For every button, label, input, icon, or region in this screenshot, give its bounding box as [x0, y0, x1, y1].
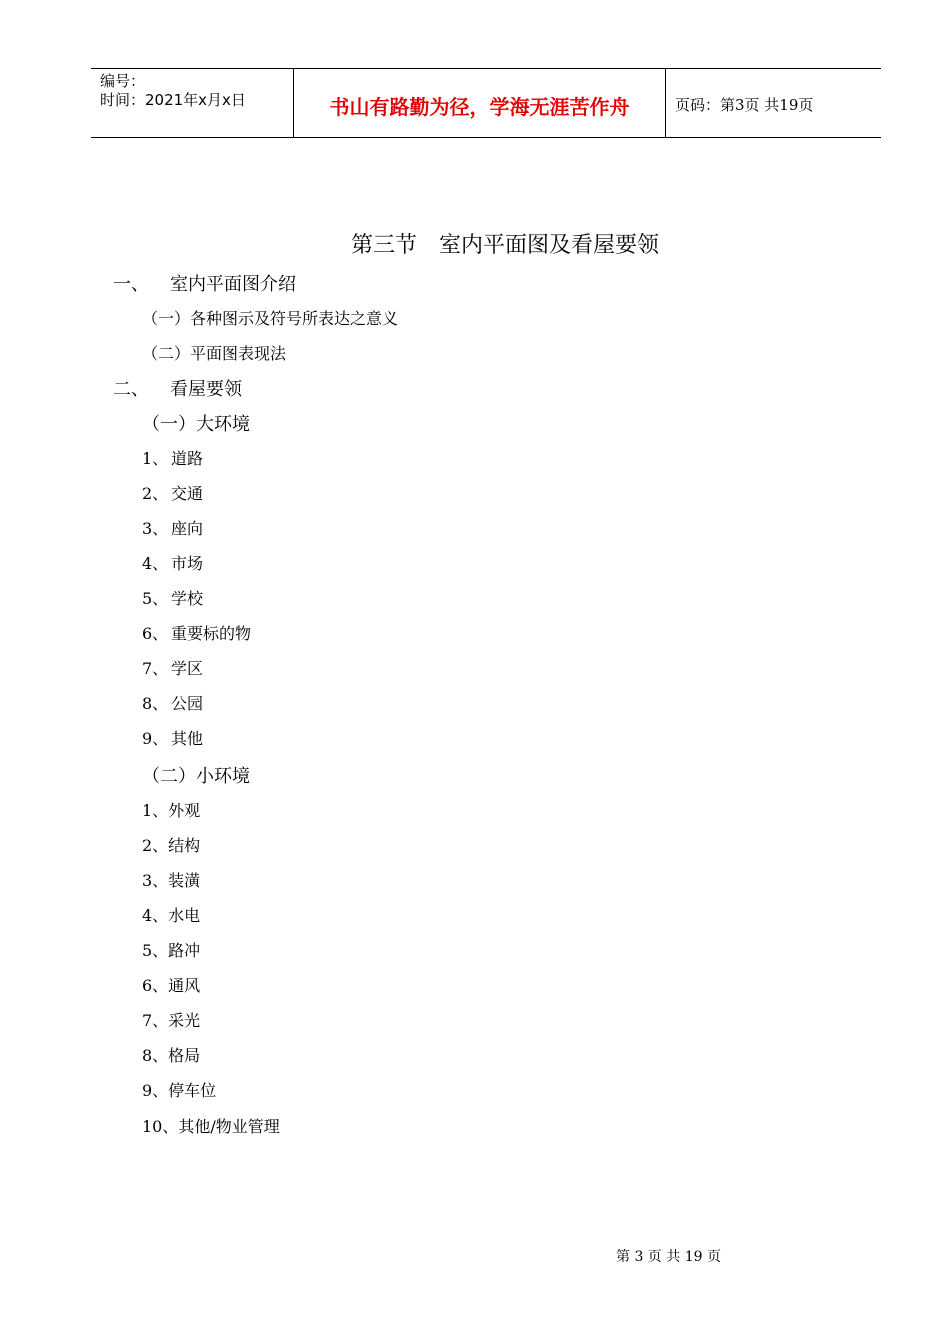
section-heading-2 [113, 375, 242, 401]
item-text: 市场 [171, 554, 204, 573]
item-text: 学校 [171, 589, 204, 608]
item-text: 学区 [171, 659, 204, 678]
section-heading-text: 室内平面图介绍 [170, 274, 296, 295]
time-label: 时间：2021年x月x日 [100, 91, 246, 109]
list-item [142, 586, 203, 609]
list-item [142, 516, 203, 539]
list-item: 4、水电 [142, 906, 201, 925]
item-text: 重要标的物 [171, 624, 252, 643]
item-text: 其他 [171, 729, 204, 748]
header-info-cell [91, 69, 293, 137]
header-motto-cell [293, 69, 666, 137]
list-item: 8、格局 [142, 1046, 201, 1065]
number-label: 编号： [100, 72, 146, 90]
list-item: 7、采光 [142, 1011, 201, 1030]
header-page-cell [666, 69, 881, 137]
section-number: 二、 [113, 379, 149, 400]
item-number: 2、 [142, 484, 169, 503]
item-number: 8、 [142, 694, 169, 713]
list-item [142, 446, 203, 469]
item-number: 5、 [142, 589, 169, 608]
list-item: 1、外观 [142, 801, 201, 820]
group-heading-large-env: （一）大环境 [142, 414, 250, 435]
item-number: 3、 [142, 519, 169, 538]
list-item [142, 621, 251, 644]
item-number: 4、 [142, 554, 169, 573]
list-item [142, 551, 203, 574]
motto-text: 书山有路勤为径，学海无涯苦作舟 [329, 95, 630, 119]
item-text: 交通 [171, 484, 204, 503]
list-item: 2、结构 [142, 836, 201, 855]
list-item [142, 656, 203, 679]
item-number: 6、 [142, 624, 169, 643]
list-item [142, 691, 203, 714]
item-number: 9、 [142, 729, 169, 748]
section-number: 一、 [113, 274, 149, 295]
list-item: 6、通风 [142, 976, 201, 995]
section-heading-text: 看屋要领 [170, 379, 242, 400]
sub-heading: （二）平面图表现法 [142, 344, 287, 363]
header-table [91, 68, 881, 138]
list-item: 10、其他/物业管理 [142, 1117, 280, 1136]
item-number: 7、 [142, 659, 169, 678]
page-footer: 第 3 页 共 19 页 [616, 1249, 721, 1265]
list-item: 3、装潢 [142, 871, 201, 890]
sub-heading: （一）各种图示及符号所表达之意义 [142, 309, 399, 328]
list-item [142, 726, 203, 749]
list-item: 5、路冲 [142, 941, 201, 960]
group-heading-small-env: （二）小环境 [142, 766, 250, 787]
list-item [142, 481, 203, 504]
list-item: 9、停车位 [142, 1081, 217, 1100]
item-text: 公园 [171, 694, 204, 713]
item-number: 1、 [142, 449, 169, 468]
page-code: 页码：第3页 共19页 [675, 96, 814, 114]
section-heading-1 [113, 270, 296, 296]
item-text: 座向 [171, 519, 204, 538]
section-title: 第三节 室内平面图及看屋要领 [350, 233, 659, 258]
item-text: 道路 [171, 449, 204, 468]
